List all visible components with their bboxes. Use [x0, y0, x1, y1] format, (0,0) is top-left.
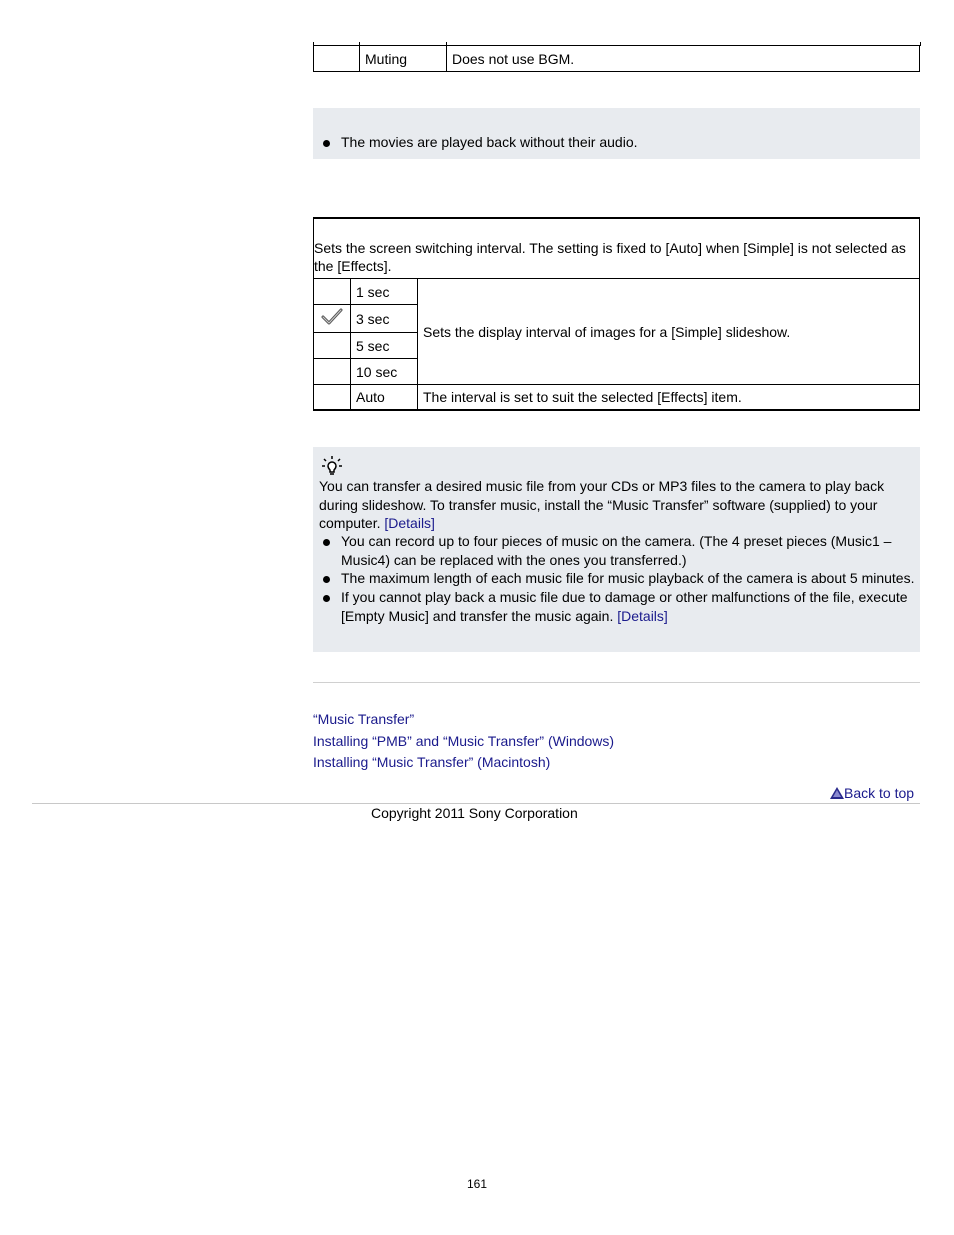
related-links: [313, 709, 614, 774]
details-link[interactable]: [Details]: [384, 515, 435, 532]
note-list: [313, 133, 638, 152]
list-item: [313, 588, 918, 625]
list-item: [313, 569, 918, 588]
option-cell: Muting: [360, 46, 447, 72]
back-to-top[interactable]: [830, 785, 914, 801]
related-link-music-transfer[interactable]: “Music Transfer”: [313, 711, 415, 727]
check-cell: [314, 305, 351, 333]
bgm-table: [313, 45, 920, 72]
check-cell: [314, 385, 351, 410]
hint-paragraph: [319, 477, 911, 533]
details-link[interactable]: [Details]: [617, 607, 668, 624]
page-number: 161: [466, 1177, 488, 1191]
checkmark-icon: [320, 307, 344, 327]
table-row: [314, 46, 920, 72]
option-cell: Auto: [351, 385, 418, 410]
description-cell: Does not use BGM.: [447, 46, 920, 72]
interval-intro: Sets the screen switching interval. The setting is fixed to [Auto] when [Simple] is not selected as the [Effects].: [314, 240, 906, 274]
hint-box: [313, 447, 920, 652]
related-link-install-mac[interactable]: Installing “Music Transfer” (Macintosh): [313, 754, 551, 770]
up-triangle-icon: [830, 787, 844, 799]
list-item-text: If you cannot play back a music file due to damage or other malfunctions of the file, execute [Empty Music] and transfer the music again.: [341, 589, 908, 624]
table-row: [314, 385, 920, 410]
check-cell: [314, 279, 351, 305]
related-link-install-windows[interactable]: Installing “PMB” and “Music Transfer” (Windows): [313, 732, 615, 749]
check-cell: [314, 359, 351, 385]
check-cell: [314, 46, 360, 72]
lightbulb-hint-icon: [321, 455, 343, 477]
option-cell: 10 sec: [351, 359, 418, 385]
list-item-text: You can record up to four pieces of music on the camera. (The 4 preset pieces (Music1 – Music4) can be replaced with the ones you transferred.): [341, 533, 892, 568]
table-row: [314, 279, 920, 305]
copyright: Copyright 2011 Sony Corporation: [371, 805, 578, 821]
back-to-top-link[interactable]: Back to top: [844, 785, 915, 801]
option-cell: 1 sec: [351, 279, 418, 305]
hint-paragraph-text: You can transfer a desired music file from your CDs or MP3 files to the camera to play back during slideshow. To transfer music, install the “Music Transfer” software (supplied) to your computer.: [319, 478, 885, 532]
option-cell: 5 sec: [351, 333, 418, 359]
description-cell: The interval is set to suit the selected [Effects] item.: [418, 385, 920, 410]
hint-list: [313, 532, 918, 626]
interval-table-header: [313, 217, 920, 280]
list-item-text: The maximum length of each music file for music playback of the camera is about 5 minutes.: [341, 570, 915, 587]
interval-table: [313, 278, 920, 411]
note-box: [313, 108, 920, 159]
list-item: The movies are played back without their audio.: [313, 133, 638, 152]
check-cell: [314, 333, 351, 359]
divider: [313, 682, 920, 683]
option-cell: 3 sec: [351, 305, 418, 333]
list-item: [313, 532, 918, 569]
footer-divider: [32, 803, 920, 804]
description-cell: Sets the display interval of images for a [Simple] slideshow.: [418, 279, 920, 385]
